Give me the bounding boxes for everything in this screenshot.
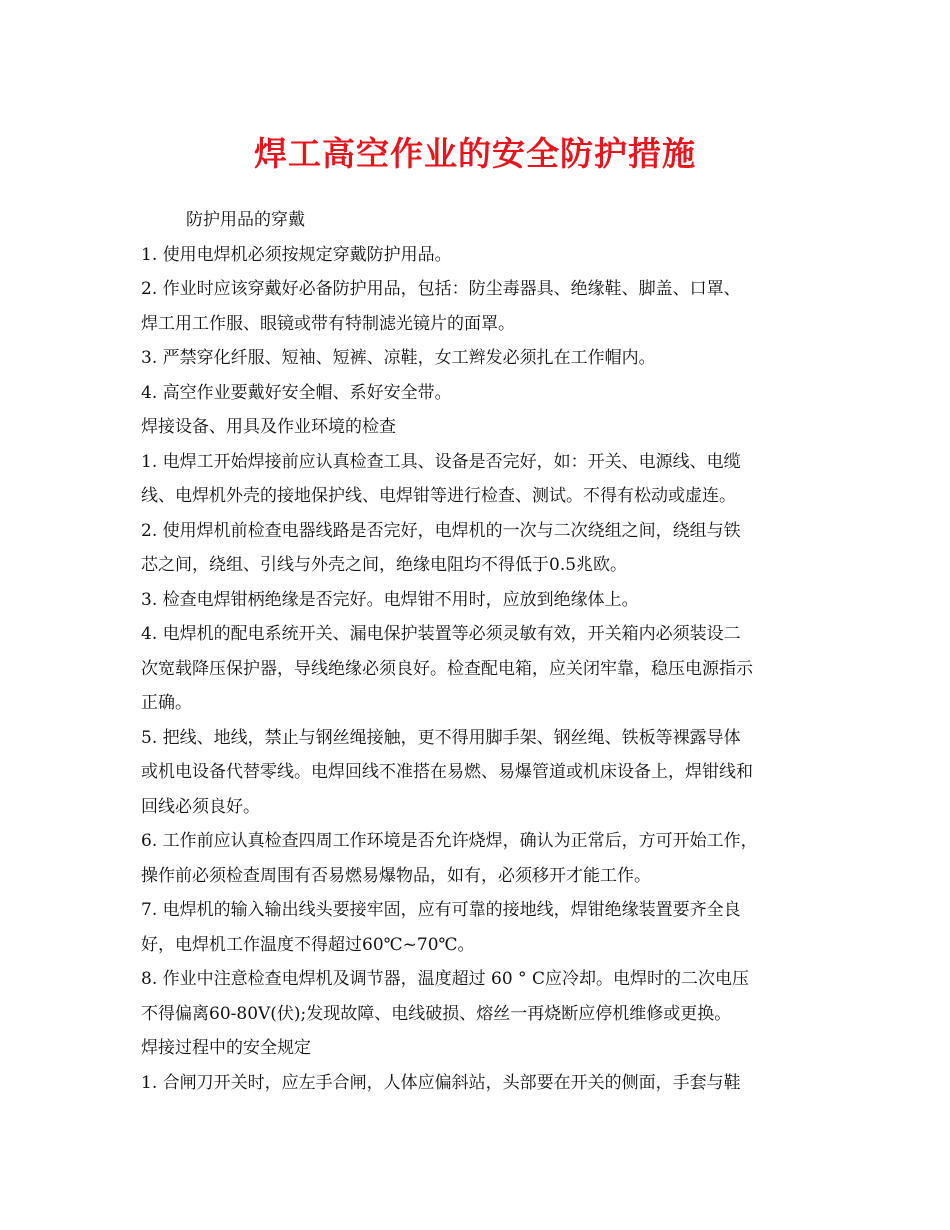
paragraph-line: 8. 作业中注意检查电焊机及调节器，温度超过 60 ° C应冷却。电焊时的二次电压 <box>141 969 749 989</box>
paragraph-line: 2. 作业时应该穿戴好必备防护用品，包括：防尘毒器具、绝缘鞋、脚盖、口罩、 <box>141 279 741 299</box>
paragraph-line: 2. 使用焊机前检查电器线路是否完好，电焊机的一次与二次绕组之间，绕组与铁 <box>141 520 741 541</box>
paragraph-line: 3. 检查电焊钳柄绝缘是否完好。电焊钳不用时，应放到绝缘体上。 <box>141 589 639 610</box>
paragraph-line: 不得偏离60-80V(伏);发现故障、电线破损、熔丝一再烧断应停机维修或更换。 <box>141 1003 732 1024</box>
section-heading-welding-process: 焊接过程中的安全规定 <box>141 1038 311 1058</box>
paragraph-line: 1. 电焊工开始焊接前应认真检查工具、设备是否完好，如：开关、电源线、电缆 <box>141 451 741 472</box>
document-body <box>141 203 827 1100</box>
page-title: 焊工高空作业的安全防护措施 <box>254 134 696 173</box>
paragraph-line: 4. 高空作业要戴好安全帽、系好安全带。 <box>141 382 452 403</box>
paragraph-line: 1. 使用电焊机必须按规定穿戴防护用品。 <box>141 244 452 265</box>
paragraph-line: 次宽载降压保护器，导线绝缘必须良好。检查配电箱，应关闭牢靠，稳压电源指示 <box>141 658 753 679</box>
paragraph-line: 4. 电焊机的配电系统开关、漏电保护装置等必须灵敏有效，开关箱内必须装设二 <box>141 624 741 644</box>
paragraph-line: 线、电焊机外壳的接地保护线、电焊钳等进行检查、测试。不得有松动或虚连。 <box>141 486 736 506</box>
paragraph-line: 焊工用工作服、眼镜或带有特制滤光镜片的面罩。 <box>141 313 515 334</box>
paragraph-line: 6. 工作前应认真检查四周工作环境是否允许烧焊，确认为正常后，方可开始工作， <box>141 831 758 851</box>
paragraph-line: 芯之间，绕组、引线与外壳之间，绝缘电阻均不得低于0.5兆欧。 <box>141 555 628 575</box>
paragraph-line: 7. 电焊机的输入输出线头要接牢固，应有可靠的接地线，焊钳绝缘装置要齐全良 <box>141 900 741 920</box>
section-heading-inspection: 焊接设备、用具及作业环境的检查 <box>141 417 396 437</box>
paragraph-line: 3. 严禁穿化纤服、短袖、短裤、凉鞋，女工辫发必须扎在工作帽内。 <box>141 348 656 368</box>
paragraph-line: 正确。 <box>141 693 192 713</box>
section-heading-ppe: 防护用品的穿戴 <box>186 210 305 230</box>
paragraph-line: 好，电焊机工作温度不得超过60℃~70℃。 <box>141 934 475 955</box>
paragraph-line: 或机电设备代替零线。电焊回线不准搭在易燃、易爆管道或机床设备上，焊钳线和 <box>141 762 753 782</box>
paragraph-line: 5. 把线、地线，禁止与钢丝绳接触，更不得用脚手架、钢丝绳、铁板等裸露导体 <box>141 727 741 748</box>
paragraph-line: 操作前必须检查周围有否易燃易爆物品，如有，必须移开才能工作。 <box>141 865 651 886</box>
paragraph-line: 回线必须良好。 <box>141 796 260 817</box>
paragraph-line: 1. 合闸刀开关时，应左手合闸，人体应偏斜站，头部要在开关的侧面，手套与鞋 <box>141 1072 741 1093</box>
